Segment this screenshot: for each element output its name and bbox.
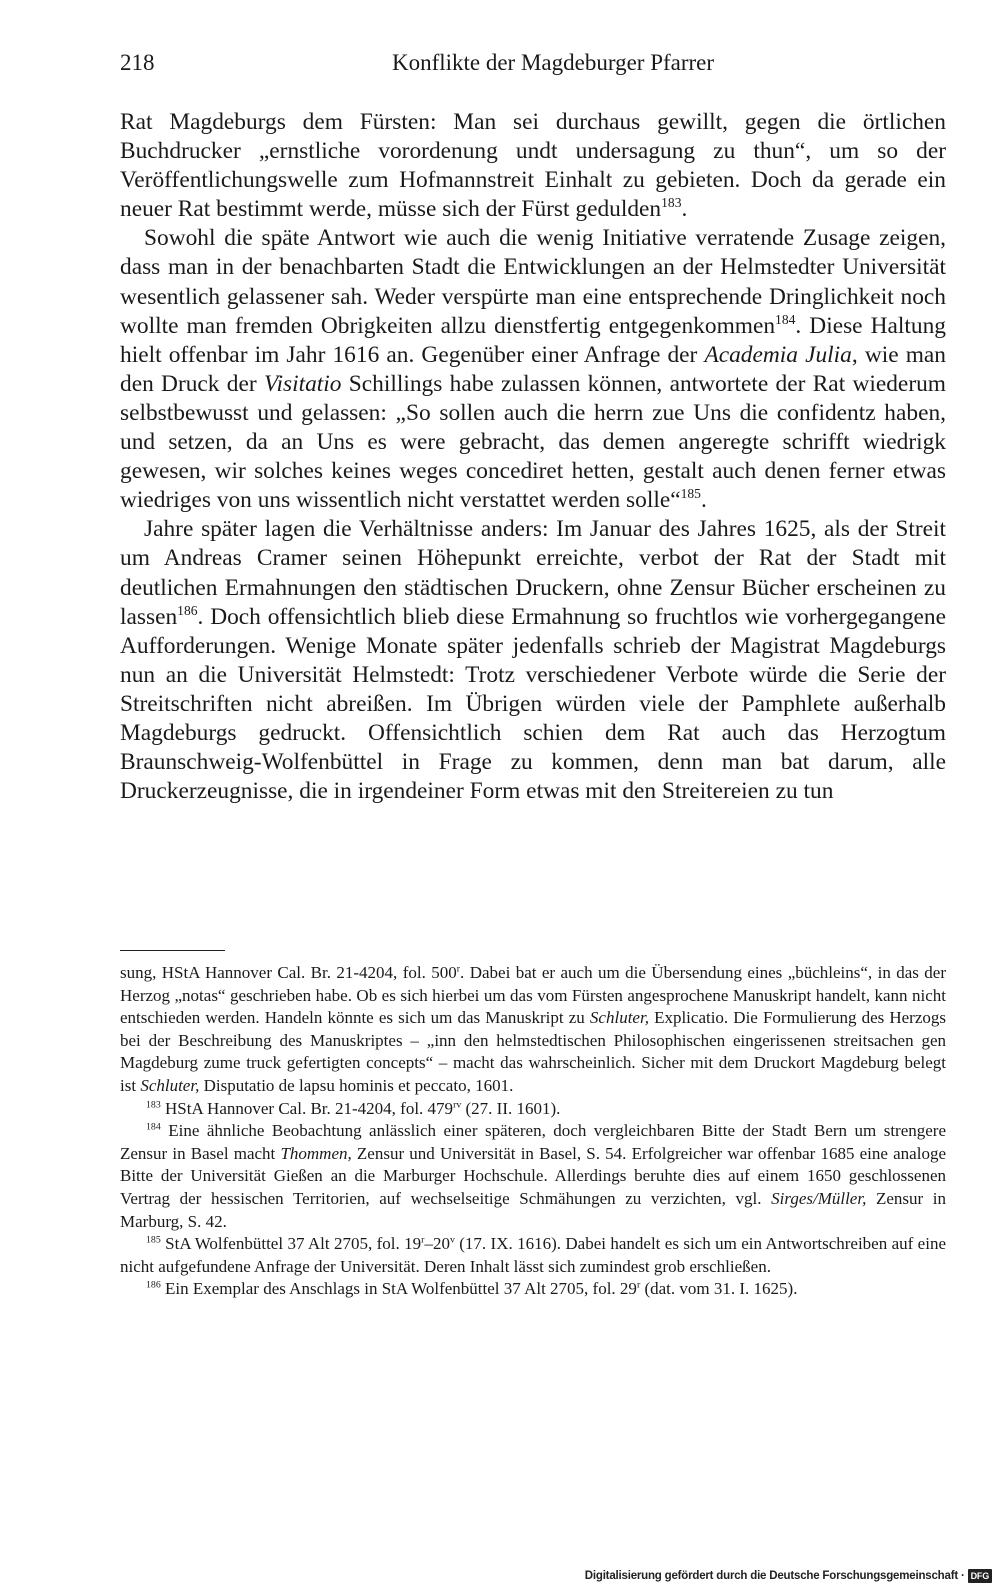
- paragraph-3: Jahre später lagen die Verhältnisse anders: Im Januar des Jahres 1625, als der Streit um Andreas Cramer seinen Höhepunkt erreichte, verbot der Rat der Stadt mit deutlichen Ermahnungen den städtischen Druckern, ohne Zensur Bücher erscheinen zu lassen$^{186}$. Doch offensichtlich blieb diese Ermahnung so fruchtlos wie vorhergegangene Aufforderungen. Wenige Monate später jedenfalls schrieb der Magistrat Magdeburgs nun an die Universität Helmstedt: Trotz verschiedener Verbote würde die Serie der Streitschriften nicht abreißen. Im Übrigen würden viele der Pamphlete außerhalb Magdeburgs gedruckt. Offensichtlich schien dem Rat auch das Herzogtum Braunschweig-Wolfenbüttel in Frage zu kommen, denn man bat darum, alle Druckerzeugnisse, die in irgendeiner Form etwas mit den Streitereien zu tun: [120, 516, 946, 805]
- running-title: Konflikte der Magdeburger Pfarrer: [391, 50, 715, 75]
- emphasis-visitatio: Visitatio: [263, 370, 342, 397]
- footnote-ref-185[interactable]: 185: [680, 486, 701, 502]
- footer-text: Digitalisierung gefördert durch die Deutsche Forschungsgemeinschaft ·: [584, 1570, 965, 1582]
- main-text: [120, 108, 946, 806]
- footnote-number: 186: [146, 1279, 161, 1291]
- footnote-ref-186[interactable]: 186: [177, 602, 198, 618]
- footnotes: [120, 962, 946, 1301]
- footnote-183: $^{183}$ HStA Hannover Cal. Br. 21-4204, fol. $479^{rv}$ (27. II. 1601).: [146, 1098, 561, 1118]
- digitization-footer: [585, 1568, 992, 1584]
- emphasis-academia-julia: Academia Julia: [704, 341, 852, 368]
- footnote-185: $^{185}$ StA Wolfenbüttel 37 Alt 2705, fol. 19$^r$–20$^v$ (17. IX. 1616). Dabei handelt es sich um ein Antwortschreiben auf eine nicht aufgefundene Anfrage der Universität. Deren Inhalt lässt sich zumindest grob erschließen.: [120, 1234, 946, 1276]
- footnote-184: $^{184}$ Eine ähnliche Beobachtung anlässlich einer späteren, doch vergleichbaren Bitte der Stadt Bern um strengere Zensur in Basel macht Thommen, Zensur und Universität in Basel, S. 54. Erfolgreicher war offenbar 1685 eine analoge Bitte der Universität Gießen an die Marburger Hochschule. Allerdings beruhte dies auf einem 1650 geschlossenen Vertrag der hessischen Territorien, auf wechselseitige Schmähungen zu verzichten, vgl. Sirges/Müller, Zensur in Marburg, S. 42.: [120, 1121, 946, 1231]
- footnote-ref-183[interactable]: 183: [661, 195, 682, 211]
- footnote-number: 185: [146, 1234, 161, 1246]
- paragraph-1: Rat Magdeburgs dem Fürsten: Man sei durchaus gewillt, gegen die örtlichen Buchdrucker „ernstliche vorordenung undt undersagung zu thun“, um so der Veröffentlichungswelle zum Hofmannstreit Einhalt zu gebieten. Doch da gerade ein neuer Rat bestimmt werde, müsse sich der Fürst gedulden$^{183}$.: [120, 109, 946, 223]
- footnote-number: 183: [146, 1098, 161, 1110]
- footnote-number: 184: [146, 1121, 161, 1133]
- dfg-logo: DFG: [968, 1569, 992, 1583]
- paragraph-2: Sowohl die späte Antwort wie auch die wenig Initiative verratende Zusage zeigen, dass man in der benachbarten Stadt die Entwicklungen an der Helmstedter Universität wesentlich gelassener sah. Weder verspürte man eine entsprechende Dringlichkeit noch wollte man fremden Obrigkeiten allzu dienstfertig entgegenkommen$^{184}$. Diese Haltung hielt offenbar im Jahr 1616 an. Gegenüber einer Anfrage der Academia Julia, wie man den Druck der Visitatio Schillings habe zulassen können, antwortete der Rat wiederum selbstbewusst und gelassen: „So sollen auch die herrn zue Uns die confidentz haben, und setzen, da an Uns es were gebracht, das demen angeregte schrifft wiedrigk gewesen, wir solches keines weges concediret hetten, gestalt auch denen ferner etwas wiedriges von uns wissentlich nicht verstattet werden solle“$^{185}$.: [120, 225, 946, 514]
- page-number: 218: [120, 50, 155, 75]
- footnote-continuation: sung, HStA Hannover Cal. Br. 21-4204, fol. 500$^r$. Dabei bat er auch um die Übersendung eines „büchleins“, in das der Herzog „notas“ geschrieben habe. Ob es sich hierbei um das vom Fürsten angesprochene Manuskript handelt, kann nicht entschieden werden. Handeln könnte es sich um das Manuskript zu Schluter, Explicatio. Die Formulierung des Herzogs bei der Beschreibung des Manuskriptes – „inn den helmstedtischen Philosophischen eingerissenen streitsachen gen Magdeburg zume truck gefertigten concepts“ – macht das wahrscheinlich. Sicher mit dem Druckort Magdeburg belegt ist Schluter, Disputatio de lapsu hominis et peccato, 1601.: [120, 963, 946, 1095]
- footnote-186: $^{186}$ Ein Exemplar des Anschlags in StA Wolfenbüttel 37 Alt 2705, fol. 29$^r$ (dat. vom 31. I. 1625).: [146, 1279, 798, 1299]
- footnote-divider: [120, 950, 225, 951]
- page-header: [120, 50, 946, 86]
- footnote-ref-184[interactable]: 184: [775, 311, 796, 327]
